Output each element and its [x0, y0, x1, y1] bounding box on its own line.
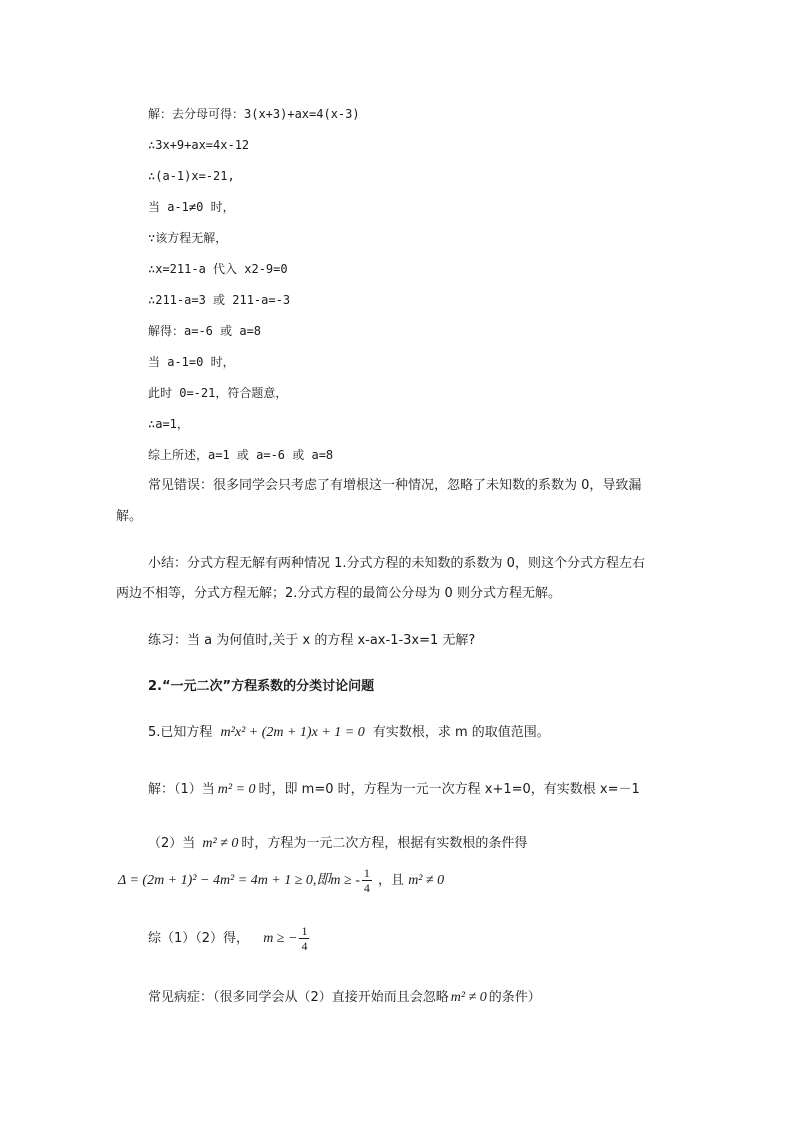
solution-line-3: ∴(a-1)x=-21, — [148, 169, 235, 183]
discriminant-tail-prefix: ，且 — [378, 873, 405, 888]
question-5-equation: m²x² + (2m + 1)x + 1 = 0 — [220, 725, 365, 740]
solution-case-2 — [148, 835, 527, 853]
case-2-rest: 时，方程为一元二次方程，根据有实数根的条件得 — [241, 836, 528, 851]
case-1-rest: 时，即 m=0 时，方程为一元一次方程 x+1=0，有实数根 x=－1 — [258, 782, 640, 797]
conclusion-fraction-numerator: 1 — [301, 924, 308, 938]
summary-line-2: 两边不相等，分式方程无解；2.分式方程的最简公分母为 0 则分式方程无解。 — [116, 586, 561, 601]
exercise-line: 练习：当 a 为何值时,关于 x 的方程 x-ax-1-3x=1 无解? — [148, 633, 476, 648]
discriminant-line — [118, 866, 444, 895]
question-5 — [148, 724, 550, 742]
case-2-prefix: （2）当 — [148, 836, 196, 851]
conclusion-fraction-denominator: 4 — [301, 939, 308, 953]
conclusion-expression: m ≥ − — [263, 931, 298, 946]
solution-line-6: ∴x=211-a 代入 x2-9=0 — [148, 262, 288, 276]
solution-line-9: 当 a-1=0 时， — [148, 355, 235, 369]
solution-line-11: ∴a=1， — [148, 417, 189, 431]
solution-line-12: 综上所述，a=1 或 a=-6 或 a=8 — [148, 448, 334, 462]
case-1-condition: m² = 0 — [217, 782, 256, 797]
solution-line-7: ∴211-a=3 或 211-a=-3 — [148, 293, 291, 307]
discriminant-tail-condition: m² ≠ 0 — [408, 873, 445, 888]
summary-line-1: 小结：分式方程无解有两种情况 1.分式方程的未知数的系数为 0，则这个分式方程左右 — [148, 556, 645, 571]
conclusion-line — [148, 924, 311, 953]
section-heading: 2.“一元二次”方程系数的分类讨论问题 — [148, 679, 375, 694]
common-mistake-line — [148, 989, 541, 1007]
solution-line-4: 当 a-1≠0 时， — [148, 200, 235, 214]
discriminant-expression: Δ = (2m + 1)² − 4m² = 4m + 1 ≥ 0,即m ≥ - — [118, 873, 360, 888]
solution-line-5: ∵该方程无解， — [148, 231, 228, 245]
common-mistake-suffix: 的条件） — [488, 990, 541, 1005]
fraction-one-quarter — [362, 866, 372, 895]
question-5-prefix: 5.已知方程 — [148, 725, 213, 740]
solution-line-2: ∴3x+9+ax=4x-12 — [148, 138, 250, 152]
solution-case-1 — [148, 781, 640, 799]
conclusion-prefix: 综（1）（2）得， — [148, 931, 250, 946]
common-error-line-1: 常见错误：很多同学会只考虑了有增根这一种情况，忽略了未知数的系数为 0，导致漏 — [148, 478, 642, 493]
solution-line-10: 此时 0=-21，符合题意， — [148, 386, 288, 400]
question-5-suffix: 有实数根，求 m 的取值范围。 — [372, 725, 550, 740]
case-1-prefix: 解：（1）当 — [148, 782, 215, 797]
conclusion-fraction — [299, 924, 309, 953]
common-error-line-2: 解。 — [116, 509, 143, 524]
common-mistake-condition: m² ≠ 0 — [450, 990, 487, 1005]
fraction-denominator: 4 — [363, 881, 370, 895]
solution-line-8: 解得：a=-6 或 a=8 — [148, 324, 262, 338]
case-2-condition: m² ≠ 0 — [202, 836, 239, 851]
common-mistake-prefix: 常见病症：（很多同学会从（2）直接开始而且会忽略 — [148, 990, 449, 1005]
solution-line-1: 解：去分母可得：3(x+3)+ax=4(x-3) — [148, 107, 360, 121]
fraction-numerator: 1 — [363, 866, 370, 880]
